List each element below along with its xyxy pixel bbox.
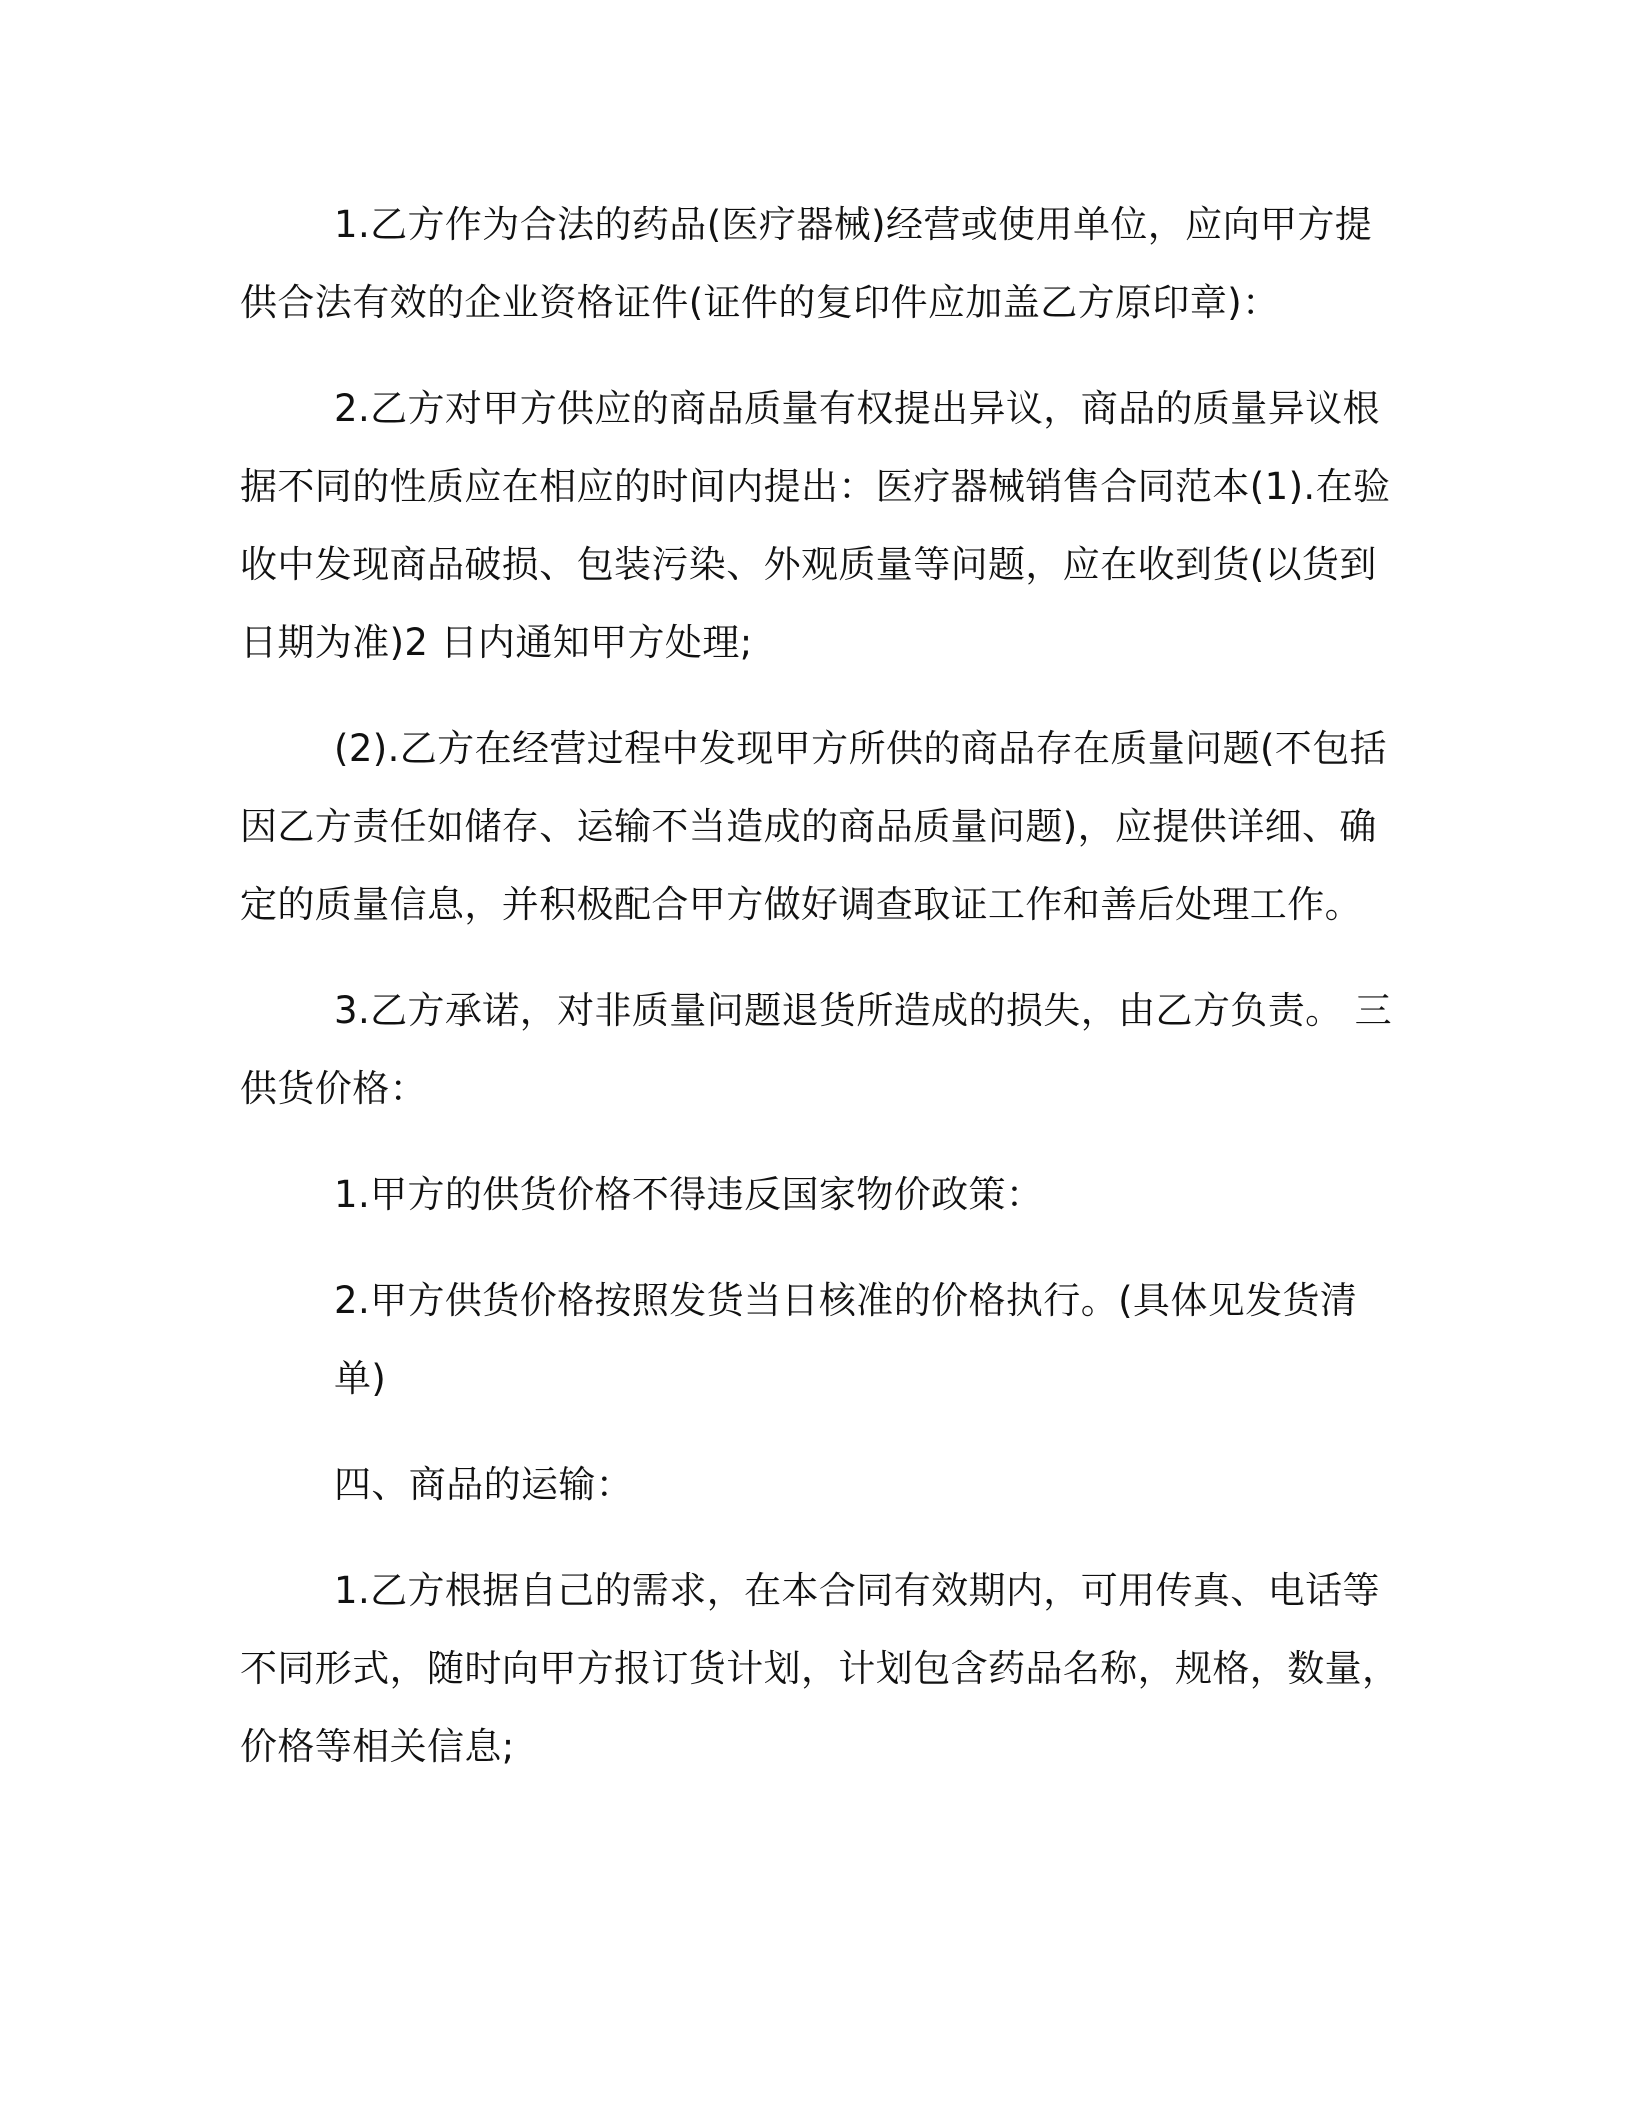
text-line: 日期为准)2 日内通知甲方处理; [240,621,753,664]
text-line: 供货价格： [240,1067,427,1110]
paragraph-price-policy [240,1156,1400,1234]
text-line: 四、商品的运输： [334,1463,634,1506]
paragraph-quality-objection [240,370,1400,682]
text-line: 价格等相关信息; [240,1725,515,1768]
text-line: (2).乙方在经营过程中发现甲方所供的商品存在质量问题(不包括 [334,727,1388,770]
paragraph-returns-commitment [240,972,1400,1128]
text-line: 2.甲方供货价格按照发货当日核准的价格执行。(具体见发货清单) [334,1279,1358,1400]
paragraph-qualification [240,186,1400,342]
text-line: 不同形式，随时向甲方报订货计划，计划包含药品名称，规格，数量， [240,1647,1400,1690]
paragraph-order-plan [240,1552,1400,1786]
paragraph-quality-issue [240,710,1400,944]
text-line: 2.乙方对甲方供应的商品质量有权提出异议，商品的质量异议根 [334,387,1380,430]
text-line: 据不同的性质应在相应的时间内提出：医疗器械销售合同范本(1).在验 [240,465,1391,508]
text-line: 定的质量信息，并积极配合甲方做好调查取证工作和善后处理工作。 [240,883,1362,926]
text-line: 1.乙方作为合法的药品(医疗器械)经营或使用单位，应向甲方提 [334,203,1373,246]
text-line: 因乙方责任如储存、运输不当造成的商品质量问题)，应提供详细、确 [240,805,1377,848]
text-line: 供合法有效的企业资格证件(证件的复印件应加盖乙方原印章)： [240,281,1280,324]
text-line: 收中发现商品破损、包装污染、外观质量等问题，应在收到货(以货到 [240,543,1377,586]
paragraph-price-execution [240,1262,1400,1418]
text-line: 1.甲方的供货价格不得违反国家物价政策： [334,1173,1044,1216]
section-heading-transport [240,1446,1400,1524]
document-body [240,186,1400,1814]
text-line: 1.乙方根据自己的需求，在本合同有效期内，可用传真、电话等 [334,1569,1380,1612]
text-line: 3.乙方承诺，对非质量问题退货所造成的损失，由乙方负责。 三 [334,989,1393,1032]
